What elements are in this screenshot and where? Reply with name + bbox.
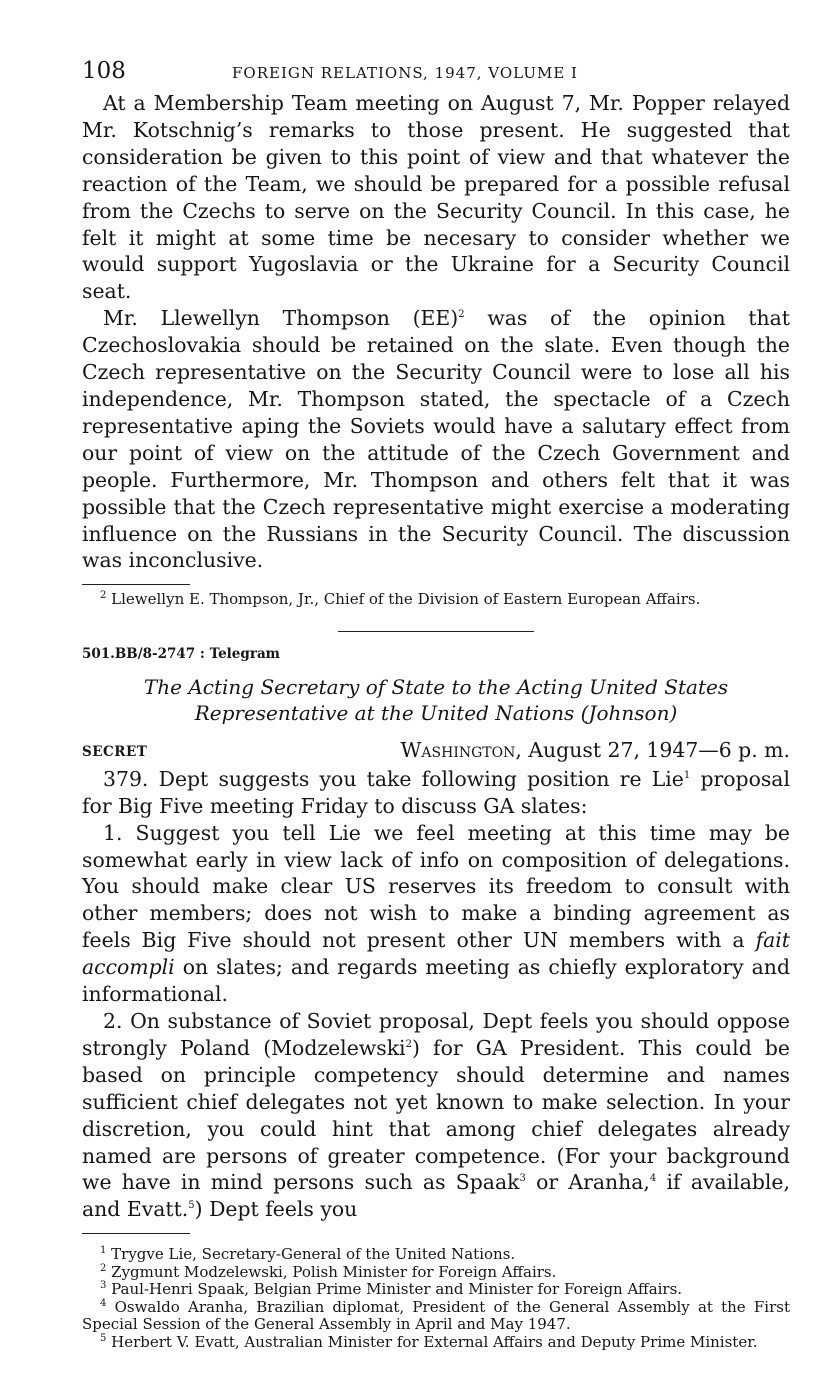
footnote-text: Zygmunt Modzelewski, Polish Minister for Foreign Affairs. xyxy=(106,1262,557,1281)
footnote-ref: 5 xyxy=(188,1200,195,1212)
footnotes xyxy=(82,1246,790,1351)
classification-label: SECRET xyxy=(82,743,148,760)
italic-phrase: fait accompli xyxy=(82,928,790,980)
telegram-paragraph xyxy=(82,1008,790,1223)
footnote-mark: 1 xyxy=(100,1245,107,1257)
footnote-ref: 1 xyxy=(683,770,691,782)
text-run: on slates; and regards meeting as chiefly exploratory and informational. xyxy=(82,955,790,1007)
footnote-text: Oswaldo Aranha, Brazilian diplomat, President of the General Assembly at the First Special Session of the General Assembly in April and May 1947. xyxy=(82,1297,790,1334)
footnote-ref: 4 xyxy=(649,1173,657,1185)
text-run: ) Dept feels you xyxy=(194,1197,358,1222)
document-title xyxy=(82,674,790,726)
title-line: Representative at the United Nations (Johnson) xyxy=(194,700,678,725)
text-run: or Aranha, xyxy=(525,1170,650,1195)
title-line: The Acting Secretary of State to the Acting United States xyxy=(143,674,729,699)
place-date xyxy=(400,738,790,762)
footnote-mark: 4 xyxy=(100,1297,107,1309)
footnote-divider xyxy=(82,584,190,585)
page-number: 108 xyxy=(82,58,126,84)
telegram-paragraph xyxy=(82,820,790,1008)
body-paragraph xyxy=(82,305,790,574)
body-paragraph: At a Membership Team meeting on August 7, Mr. Popper relayed Mr. Kotschnig’s remarks to those present. He suggested that consideration be given to this point of view and that whatever the reaction of the Team, we should be prepared for a possible refusal from the Czechs to serve on the Security Council. In this case, he felt it might at some time be necesary to consider whether we would support Yugoslavia or the Ukraine for a Security Council seat. xyxy=(82,91,790,304)
footnote xyxy=(82,1281,790,1299)
page-header xyxy=(82,58,790,90)
footnote-divider xyxy=(82,1233,190,1234)
text-run: 2. On substance of Soviet proposal, Dept feels you should oppose strongly Poland (Modzelewski xyxy=(82,1008,790,1060)
running-head: FOREIGN RELATIONS, 1947, VOLUME I xyxy=(232,64,578,82)
footnote-mark: 3 xyxy=(100,1280,107,1292)
footnote xyxy=(82,1264,790,1282)
footnote-text: Herbert V. Evatt, Australian Minister for External Affairs and Deputy Prime Minister. xyxy=(106,1332,758,1351)
footnote xyxy=(82,591,790,609)
text-run: ) for GA President. This could be based on principle competency should determine and names sufficient chief delegates not yet known to make selection. In your discretion, you could hint that among chief delegates already named are persons of greater competence. (For your background we have in mind persons such as Spaak xyxy=(82,1035,790,1195)
text-run: Mr. Llewellyn Thompson (EE) xyxy=(103,306,459,331)
text-run: was of the opinion that Czechoslovakia should be retained on the slate. Even though the Czech representative on the Security Council were to lose all his independence, Mr. Thompson stated, the spectacle of a Czech representative aping the Soviets would have a salutary effect from our point of view on the attitude of the Czech Government and people. Furthermore, Mr. Thompson and others felt that it was possible that the Czech representative might exercise a moderating influence on the Russians in the Security Council. The discussion was inconclusive. xyxy=(82,306,790,573)
footnote xyxy=(82,1246,790,1264)
section-divider xyxy=(338,631,534,632)
footnote-mark: 2 xyxy=(100,590,107,602)
text-run: if available, and Evatt. xyxy=(82,1170,790,1222)
footnote xyxy=(82,1299,790,1334)
footnote-text: Trygve Lie, Secretary-General of the United Nations. xyxy=(106,1245,516,1264)
footnote-mark: 5 xyxy=(100,1332,107,1344)
text-run: proposal for Big Five meeting Friday to discuss GA slates: xyxy=(82,766,790,818)
telegram-paragraph xyxy=(82,766,790,820)
footnote-text: Paul-Henri Spaak, Belgian Prime Minister and Minister for Foreign Affairs. xyxy=(106,1280,683,1299)
text-run: 1. Suggest you tell Lie we feel meeting at this time may be somewhat early in view lack of info on composition of delegations. You should make clear US reserves its freedom to consult with other members; does not wish to make a binding agreement as feels Big Five should not present other UN members with a xyxy=(82,820,790,953)
document-page xyxy=(82,58,790,1351)
date: August 27, 1947—6 p. m. xyxy=(521,737,790,762)
dateline xyxy=(82,738,790,766)
place: Washington, xyxy=(400,737,522,762)
footnote xyxy=(82,1334,790,1352)
footnote-mark: 2 xyxy=(100,1262,107,1274)
text-run: 379. Dept suggests you take following position re Lie xyxy=(103,766,684,791)
footnote-ref: 3 xyxy=(519,1173,526,1185)
footnote-ref: 2 xyxy=(458,309,465,321)
footnote-ref: 2 xyxy=(405,1039,412,1051)
file-reference: 501.BB/8-2747 : Telegram xyxy=(82,645,280,662)
footnote-text: Llewellyn E. Thompson, Jr., Chief of the Division of Eastern European Affairs. xyxy=(106,590,701,609)
